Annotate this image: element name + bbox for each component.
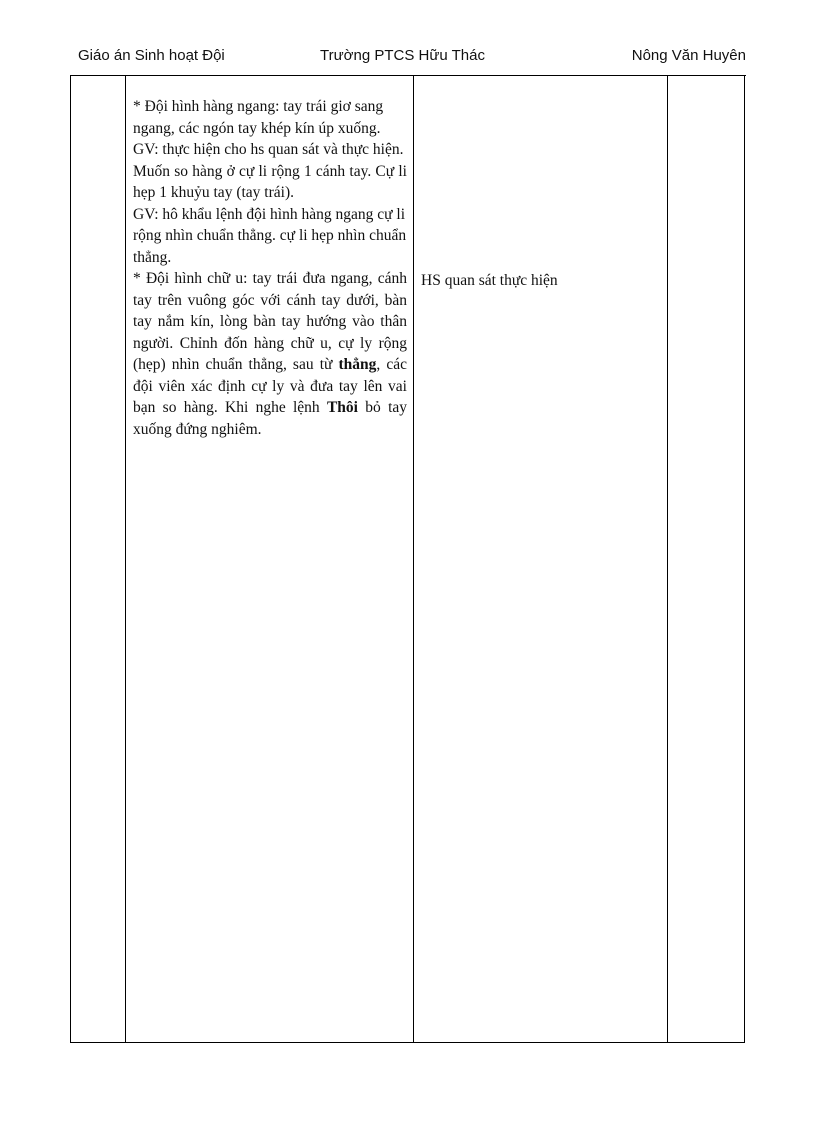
- paragraph-teacher-command: GV: hô khẩu lệnh đội hình hàng ngang cự li rộng nhìn chuẩn thẳng. cự li hẹp nhìn chuẩn thẳng.: [133, 205, 407, 266]
- lesson-table: [70, 76, 745, 1043]
- header-school-name: Trường PTCS Hữu Thác: [320, 47, 485, 64]
- u-formation-bold-thoi: Thôi: [326, 399, 358, 416]
- header-author-name: Nông Văn Huyên: [631, 47, 746, 64]
- paragraph-teacher-demo: GV: thực hiện cho hs quan sát và thực hiện.: [133, 141, 404, 158]
- table-column-time: [70, 76, 125, 1042]
- student-activity-text: HS quan sát thực hiện: [421, 272, 558, 289]
- header-lesson-title: Giáo án Sinh hoạt Đội: [78, 47, 225, 64]
- table-column-student-activity: [413, 76, 667, 1042]
- table-column-notes: [667, 76, 745, 1042]
- paragraph-horizontal-formation: * Đội hình hàng ngang: tay trái giơ sang ngang, các ngón tay khép kín úp xuống.: [133, 98, 384, 137]
- paragraph-u-formation: [133, 268, 407, 440]
- table-column-teacher-activity: [125, 76, 413, 1042]
- u-formation-text-2: , các đội viên xác định cự ly và đưa tay lên vai bạn so hàng. Khi nghe lệnh: [133, 356, 407, 416]
- u-formation-text-1: * Đội hình chữ u: tay trái đưa ngang, cánh tay trên vuông góc với cánh tay dưới, bàn tay nắm kín, lòng bàn tay hướng vào thân người. Chỉnh đốn hàng chữ u, cự ly rộng (hẹp) nhìn chuẩn thẳng, sau từ: [133, 270, 407, 373]
- paragraph-spacing-rule: Muốn so hàng ở cự li rộng 1 cánh tay. Cự li hẹp 1 khuỷu tay (tay trái).: [133, 162, 407, 201]
- u-formation-text-3: bỏ tay xuống đứng nghiêm.: [133, 399, 407, 438]
- u-formation-bold-thang: thẳng: [338, 356, 377, 373]
- page-header: [78, 47, 748, 67]
- teacher-activity-text: [133, 96, 407, 440]
